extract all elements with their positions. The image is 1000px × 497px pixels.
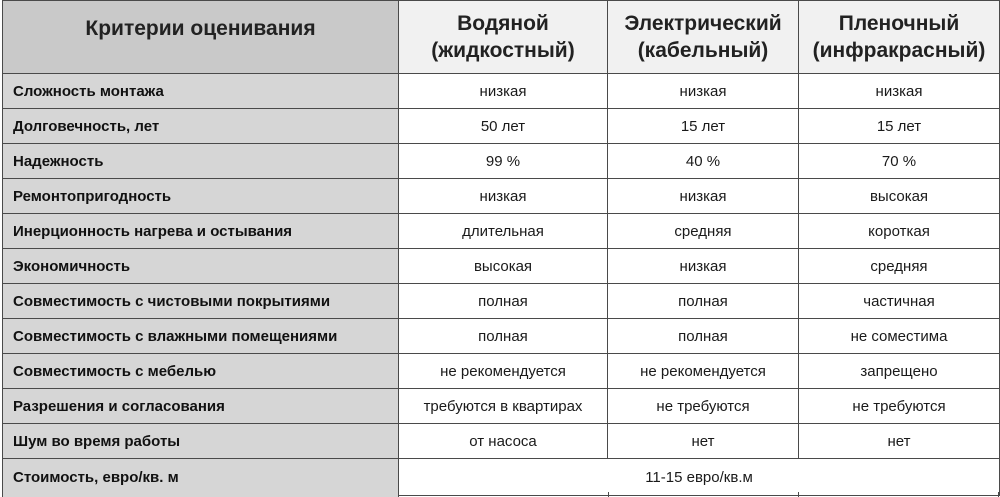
- table-row: [3, 284, 1000, 319]
- film-cell: частичная: [799, 284, 1000, 319]
- header-criteria: Критерии оценивания: [3, 1, 399, 74]
- film-cell: не соместима: [799, 319, 1000, 354]
- water-cell: полная: [399, 284, 608, 319]
- table-header-row: [3, 1, 1000, 74]
- electric-cell: 40 %: [608, 144, 799, 179]
- water-cell: требуются в квартирах: [399, 389, 608, 424]
- electric-cell: низкая: [608, 74, 799, 109]
- header-water-heating: [399, 1, 608, 74]
- film-cell: средняя: [799, 249, 1000, 284]
- film-cell: не требуются: [799, 389, 1000, 424]
- table-row: [3, 319, 1000, 354]
- table-row: [3, 179, 1000, 214]
- table-row: [3, 74, 1000, 109]
- film-cell: 70 %: [799, 144, 1000, 179]
- film-cell: короткая: [799, 214, 1000, 249]
- criterion-cell: Инерционность нагрева и остывания: [3, 214, 399, 249]
- criterion-cell: Шум во время работы: [3, 424, 399, 459]
- electric-cell: полная: [608, 319, 799, 354]
- electric-cell: 15 лет: [608, 109, 799, 144]
- table-row: [3, 424, 1000, 459]
- column-divider: [798, 492, 799, 497]
- column-divider: [998, 492, 999, 497]
- header-electric-heating: [608, 1, 799, 74]
- electric-cell: низкая: [608, 249, 799, 284]
- water-cell: 50 лет: [399, 109, 608, 144]
- header-electric-line1: Электрический: [624, 12, 782, 35]
- water-cell: длительная: [399, 214, 608, 249]
- film-cell: запрещено: [799, 354, 1000, 389]
- electric-cell: не требуются: [608, 389, 799, 424]
- cost-value-cell: 11-15 евро/кв.м: [399, 459, 1000, 496]
- header-film-line2: (инфракрасный): [812, 39, 986, 62]
- column-divider: [608, 492, 609, 497]
- header-film-line1: Пленочный: [838, 12, 960, 35]
- criterion-cell: Долговечность, лет: [3, 109, 399, 144]
- criterion-cell: Сложность монтажа: [3, 74, 399, 109]
- water-cell: полная: [399, 319, 608, 354]
- water-cell: не рекомендуется: [399, 354, 608, 389]
- film-cell: низкая: [799, 74, 1000, 109]
- cut-off-criterion-cell: [3, 492, 399, 497]
- cut-off-row-fragment: [2, 492, 999, 497]
- table-row: [3, 249, 1000, 284]
- header-film-heating: [799, 1, 1000, 74]
- header-electric-line2: (кабельный): [637, 39, 769, 62]
- electric-cell: низкая: [608, 179, 799, 214]
- film-cell: нет: [799, 424, 1000, 459]
- table-row: [3, 109, 1000, 144]
- electric-cell: полная: [608, 284, 799, 319]
- table-row: [3, 214, 1000, 249]
- header-water-line1: Водяной: [457, 12, 549, 35]
- criterion-cell: Разрешения и согласования: [3, 389, 399, 424]
- water-cell: высокая: [399, 249, 608, 284]
- electric-cell: нет: [608, 424, 799, 459]
- comparison-table: [2, 0, 1000, 496]
- table-row: [3, 144, 1000, 179]
- film-cell: высокая: [799, 179, 1000, 214]
- electric-cell: не рекомендуется: [608, 354, 799, 389]
- water-cell: от насоса: [399, 424, 608, 459]
- table-row: [3, 389, 1000, 424]
- criterion-cell: Совместимость с чистовыми покрытиями: [3, 284, 399, 319]
- criterion-cell: Экономичность: [3, 249, 399, 284]
- criterion-cell: Надежность: [3, 144, 399, 179]
- water-cell: низкая: [399, 179, 608, 214]
- criterion-cell: Ремонтопригодность: [3, 179, 399, 214]
- cost-row: [3, 459, 1000, 496]
- table-row: [3, 354, 1000, 389]
- water-cell: низкая: [399, 74, 608, 109]
- criterion-cell: Совместимость с влажными помещениями: [3, 319, 399, 354]
- header-water-line2: (жидкостный): [431, 39, 575, 62]
- water-cell: 99 %: [399, 144, 608, 179]
- criterion-cell: Совместимость с мебелью: [3, 354, 399, 389]
- film-cell: 15 лет: [799, 109, 1000, 144]
- criterion-cell: Стоимость, евро/кв. м: [3, 459, 399, 496]
- electric-cell: средняя: [608, 214, 799, 249]
